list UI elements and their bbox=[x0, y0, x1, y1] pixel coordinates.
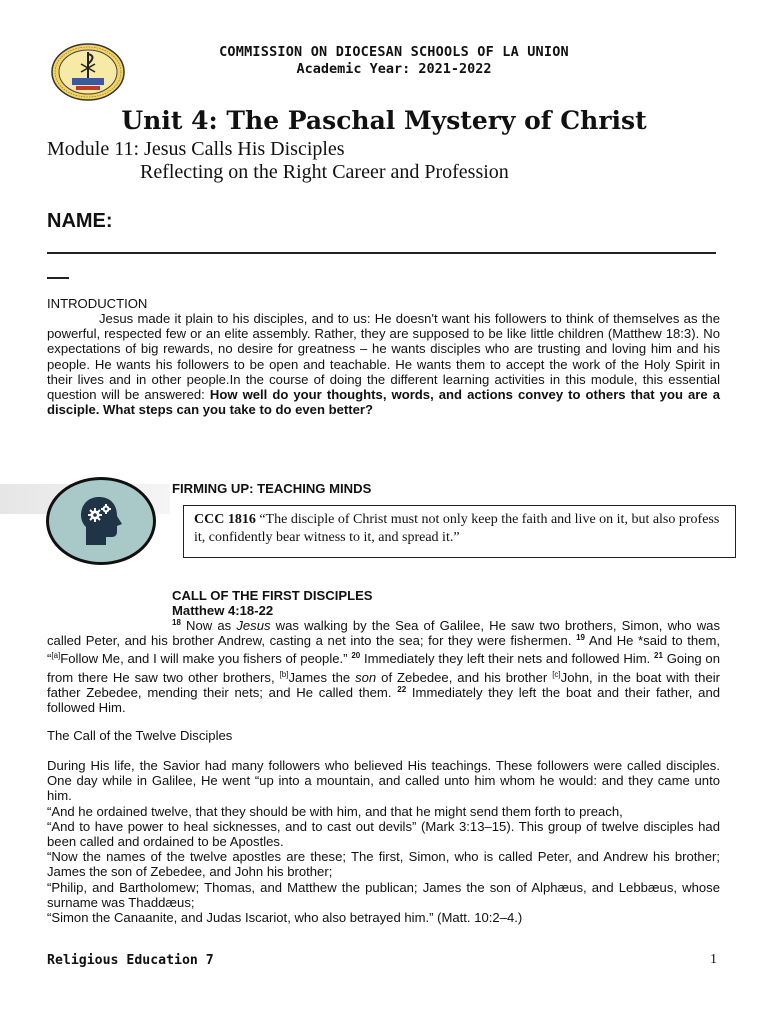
page-number: 1 bbox=[710, 952, 717, 967]
twelve-disciples-body bbox=[47, 758, 720, 925]
footnote-ref[interactable]: [a] bbox=[51, 651, 61, 661]
paragraph: “And he ordained twelve, that they should be with him, and that he might send them forth to preach, bbox=[47, 803, 623, 819]
call-first-disciples-heading: CALL OF THE FIRST DISCIPLES bbox=[172, 588, 373, 603]
name-line-continuation bbox=[47, 277, 69, 279]
verse-text: Jesus bbox=[236, 618, 271, 633]
scripture-reference: Matthew 4:18-22 bbox=[172, 603, 274, 618]
verse-number: 21 bbox=[654, 651, 663, 661]
verse-number: 20 bbox=[351, 651, 361, 661]
paragraph: “Now the names of the twelve apostles are these; The first, Simon, who is called Peter, and Andrew his brother; James the son of Zebedee, and John his brother; bbox=[47, 849, 720, 880]
introduction-heading: INTRODUCTION bbox=[47, 296, 148, 311]
module-title: Module 11: Jesus Calls His Disciples bbox=[47, 138, 345, 160]
introduction-paragraph bbox=[47, 311, 720, 417]
footnote-ref[interactable]: [b] bbox=[279, 669, 289, 679]
verse-number: 22 bbox=[397, 684, 407, 694]
ccc-quote-box bbox=[183, 505, 736, 558]
verse-text: Now as bbox=[186, 618, 237, 633]
verse-text: Going on from there He saw two other brothers, bbox=[47, 651, 720, 685]
introduction-text: Jesus made it plain to his disciples, and to us: He doesn't want his followers to think of themselves as the powerful, respected few or an elite assembly. Rather, they are supposed to be like little children (Matthew 18:3). No expectations of big rewards, no desire for greatness – he wants disciples who are trusting and loving him and his people. He wants his followers to be open and teachable. He wants them to accept the work of the Holy Spirit in their lives and in other people.In the course of doing the different learning activities in this module, this essential question will be answered: bbox=[47, 311, 720, 403]
head-gears-icon bbox=[79, 495, 125, 547]
paragraph: “And to have power to heal sicknesses, and to cast out devils” (Mark 3:13–15). This group of twelve disciples had been called and ordained to be Apostles. bbox=[47, 818, 720, 850]
verse-number: 19 bbox=[576, 633, 585, 643]
verse-text: Immediately they left their nets and followed Him. bbox=[364, 651, 655, 667]
verse-text: James the bbox=[288, 669, 356, 685]
footer-course: Religious Education 7 bbox=[47, 953, 214, 968]
verse-number: 18 bbox=[172, 618, 181, 627]
verse-text: And He *said to them, “ bbox=[47, 633, 721, 667]
footnote-ref[interactable]: [c] bbox=[552, 669, 561, 679]
teaching-minds-badge bbox=[46, 477, 156, 565]
verse-text: son bbox=[355, 669, 377, 685]
paragraph: “Simon the Canaanite, and Judas Iscariot, who also betrayed him.” (Matt. 10:2–4.) bbox=[47, 910, 523, 926]
scripture-passage bbox=[47, 618, 720, 715]
verse-text: of Zebedee, and his brother bbox=[376, 669, 553, 685]
academic-year: Academic Year: 2021-2022 bbox=[296, 61, 492, 77]
name-label: NAME: bbox=[47, 210, 113, 232]
name-line[interactable] bbox=[47, 252, 716, 254]
diocesan-seal-logo bbox=[50, 42, 126, 102]
verse-text: Immediately they left the boat and their father, and followed Him. bbox=[47, 684, 721, 716]
twelve-disciples-heading: The Call of the Twelve Disciples bbox=[47, 728, 233, 743]
commission-heading: COMMISSION ON DIOCESAN SCHOOLS OF LA UNION bbox=[219, 44, 569, 60]
firming-up-heading: FIRMING UP: TEACHING MINDS bbox=[172, 481, 372, 496]
module-subtitle: Reflecting on the Right Career and Profession bbox=[140, 161, 509, 183]
paragraph: During His life, the Savior had many followers who believed His teachings. These followers were called disciples. One day while in Galilee, He went “up into a mountain, and called unto him whom he would: and they came unto him. bbox=[47, 758, 720, 804]
ccc-quote: “The disciple of Christ must not only keep the faith and live on it, but also profess it, confidently bear witness to it, and spread it.” bbox=[194, 512, 720, 545]
paragraph: “Philip, and Bartholomew; Thomas, and Matthew the publican; James the son of Alphæus, and Lebbæus, whose surname was Thaddæus; bbox=[47, 879, 720, 910]
ccc-reference: CCC 1816 bbox=[194, 512, 256, 527]
verse-text: John, in the boat with their father Zebedee, mending their nets; and He called them. bbox=[47, 669, 721, 700]
verse-text: Follow Me, and I will make you fishers of people.” bbox=[60, 651, 352, 667]
essential-question: How well do your thoughts, words, and actions convey to others that you are a disciple. What steps can you take to do even better? bbox=[47, 387, 720, 418]
unit-title: Unit 4: The Paschal Mystery of Christ bbox=[121, 106, 647, 135]
verse-text: was walking by the Sea of Galilee, He saw two brothers, Simon, who was called Peter, and his brother Andrew, casting a net into the sea; for they were fishermen. bbox=[47, 618, 720, 649]
